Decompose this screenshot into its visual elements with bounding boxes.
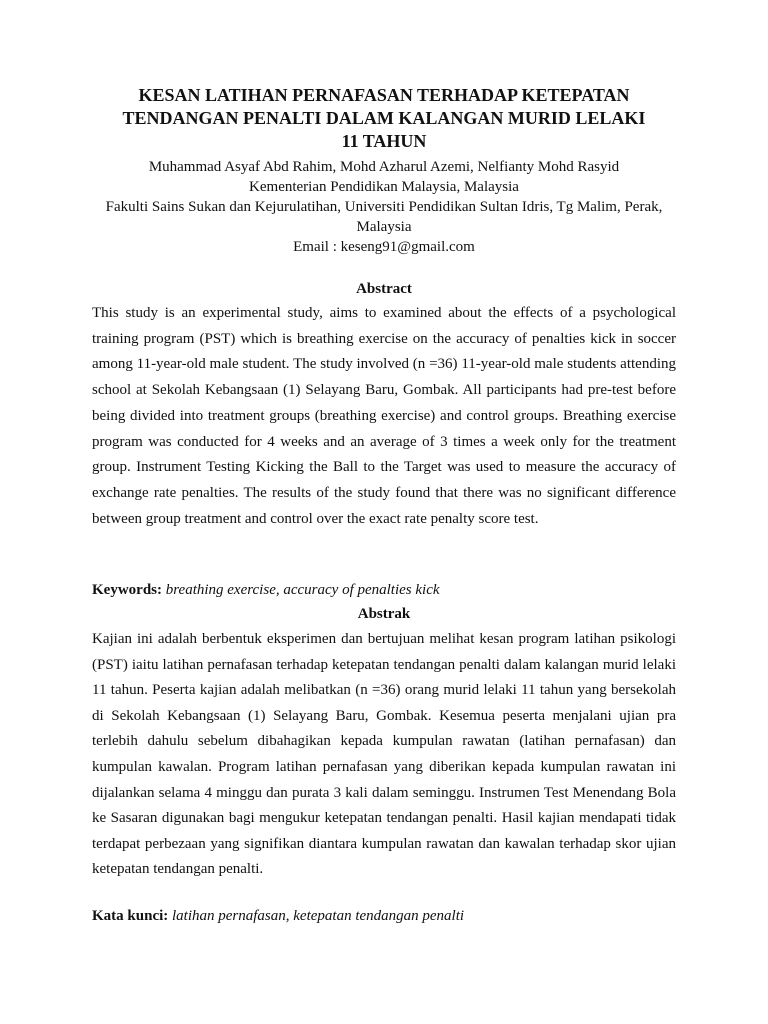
author-block xyxy=(60,157,708,257)
title-line-1: KESAN LATIHAN PERNAFASAN TERHADAP KETEPATAN xyxy=(138,85,630,105)
title-line-2: TENDANGAN PENALTI DALAM KALANGAN MURID LELAKI xyxy=(122,108,646,128)
abstrak-heading: Abstrak xyxy=(357,606,411,622)
kata-kunci-label: Kata kunci: xyxy=(92,908,169,924)
paper-title xyxy=(60,84,708,153)
kata-kunci-line xyxy=(92,906,676,926)
abstract-heading: Abstract xyxy=(356,281,412,297)
abstrak-text: Kajian ini adalah berbentuk eksperimen dan bertujuan melihat kesan program latihan psikologi (PST) iaitu latihan pernafasan terhadap ketepatan tendangan penalti dalam kalangan murid lelaki 11 tahun. Peserta kajian adalah melibatkan (n =36) orang murid lelaki 11 tahun yang bersekolah di Sekolah Kebangsaan (1) Selayang Baru, Gombak. Kesemua peserta menjalani ujian pra terlebih dahulu sebelum dibahagikan kepada kumpulan rawatan (latihan pernafasan) dan kumpulan kawalan. Program latihan pernafasan yang diberikan kepada kumpulan rawatan ini dijalankan selama 4 minggu dan purata 3 kali dalam seminggu. Instrumen Test Menendang Bola ke Sasaran digunakan bagi mengukur ketepatan tendangan penalti. Hasil kajian mendapati tidak terdapat perbezaan yang signifikan diantara kumpulan rawatan dan kawalan terhadap skor ujian ketepatan tendangan penalti. xyxy=(92,631,676,878)
kata-kunci-terms: latihan pernafasan, ketepatan tendangan penalti xyxy=(172,908,465,924)
affiliation-1: Kementerian Pendidikan Malaysia, Malaysia xyxy=(249,179,519,195)
affiliation-2-line-2: Malaysia xyxy=(356,219,412,235)
title-line-3: 11 TAHUN xyxy=(341,131,427,151)
author-names: Muhammad Asyaf Abd Rahim, Mohd Azharul Azemi, Nelfianty Mohd Rasyid xyxy=(148,159,620,175)
keywords-line xyxy=(92,580,676,600)
keywords-label: Keywords: xyxy=(92,582,162,598)
author-email: Email : keseng91@gmail.com xyxy=(293,239,475,255)
abstract-text: This study is an experimental study, aims to examined about the effects of a psychological training program (PST) which is breathing exercise on the accuracy of penalties kick in soccer among 11-year-old male student. The study involved (n =36) 11-year-old male students attending school at Sekolah Kebangsaan (1) Selayang Baru, Gombak. All participants had pre-test before being divided into treatment groups (breathing exercise) and control groups. Breathing exercise program was conducted for 4 weeks and an average of 3 times a week only for the treatment group. Instrument Testing Kicking the Ball to the Target was used to measure the accuracy of exchange rate penalties. The results of the study found that there was no significant difference between group treatment and control over the exact rate penalty score test. xyxy=(92,305,676,527)
affiliation-2-line-1: Fakulti Sains Sukan dan Kejurulatihan, Universiti Pendidikan Sultan Idris, Tg Malim, Perak, xyxy=(105,199,663,215)
keywords-terms: breathing exercise, accuracy of penalties kick xyxy=(165,582,440,598)
